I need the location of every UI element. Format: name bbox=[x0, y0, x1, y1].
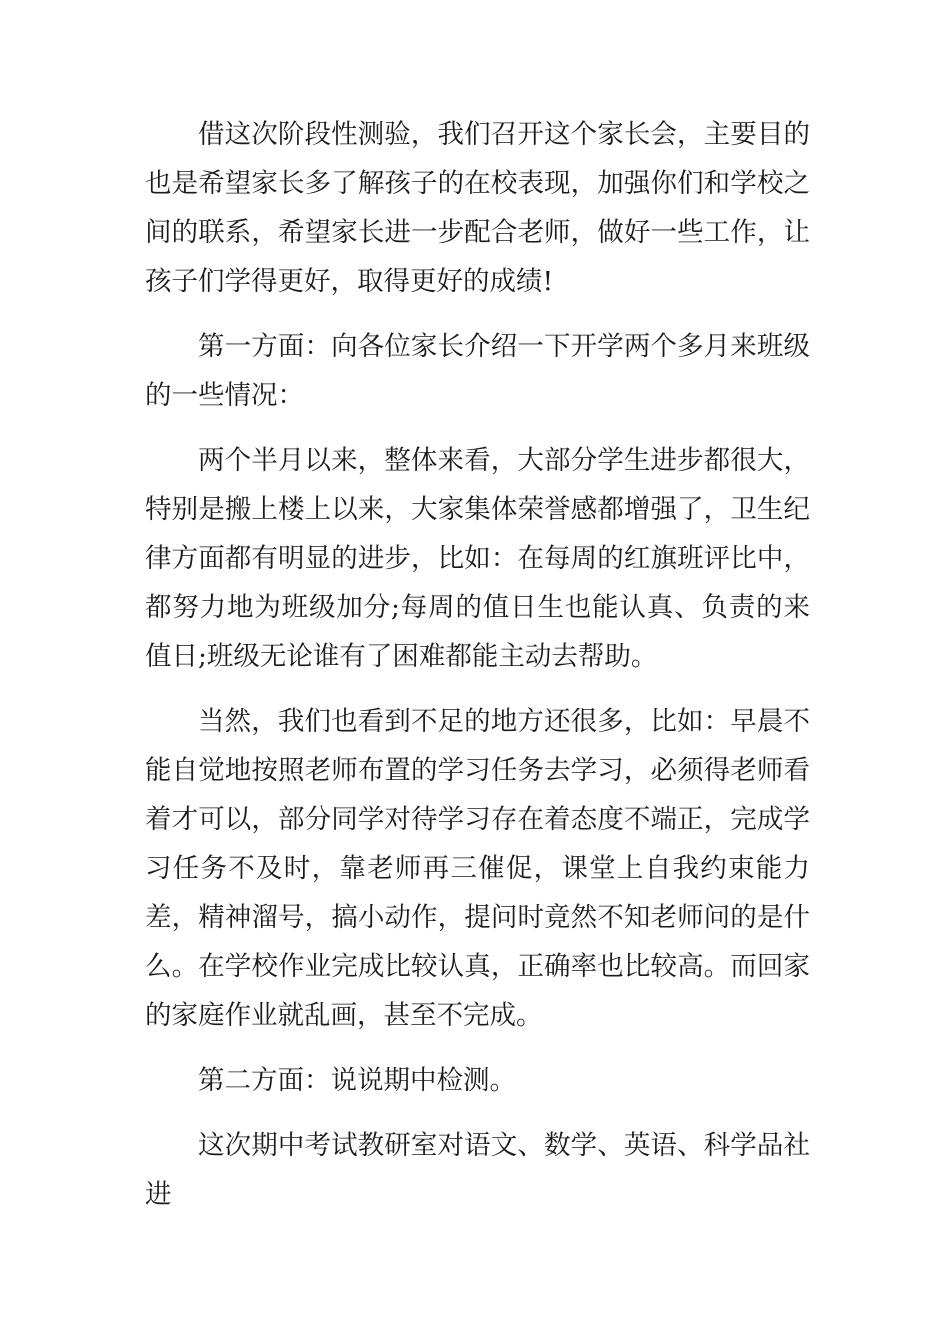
paragraph-class-progress: 两个半月以来，整体来看，大部分学生进步都很大，特别是搬上楼上以来，大家集体荣誉感都增强了，卫生纪律方面都有明显的进步，比如：在每周的红旗班评比中，都努力地为班级加分;每周的值日生也能认真、负责的来值日;班级无论谁有了困难都能主动去帮助。 bbox=[145, 445, 810, 672]
paragraph-section-one-heading: 第一方面：向各位家长介绍一下开学两个多月来班级的一些情况： bbox=[145, 331, 810, 411]
paragraph-intro: 借这次阶段性测验，我们召开这个家长会，主要目的也是希望家长多了解孩子的在校表现，加强你们和学校之间的联系，希望家长进一步配合老师，做好一些工作，让孩子们学得更好，取得更好的成绩! bbox=[145, 119, 810, 297]
document-body bbox=[145, 110, 810, 1219]
paragraph-shortcomings: 当然，我们也看到不足的地方还很多，比如：早晨不能自觉地按照老师布置的学习任务去学习，必须得老师看着才可以，部分同学对待学习存在着态度不端正，完成学习任务不及时，靠老师再三催促，课堂上自我约束能力差，精神溜号，搞小动作，提问时竟然不知老师问的是什么。在学校作业完成比较认真，正确率也比较高。而回家的家庭作业就乱画，甚至不完成。 bbox=[145, 706, 810, 1031]
paragraph-exam-intro: 这次期中考试教研室对语文、数学、英语、科学品社进 bbox=[145, 1130, 810, 1210]
paragraph-section-two-heading: 第二方面：说说期中检测。 bbox=[198, 1065, 516, 1096]
